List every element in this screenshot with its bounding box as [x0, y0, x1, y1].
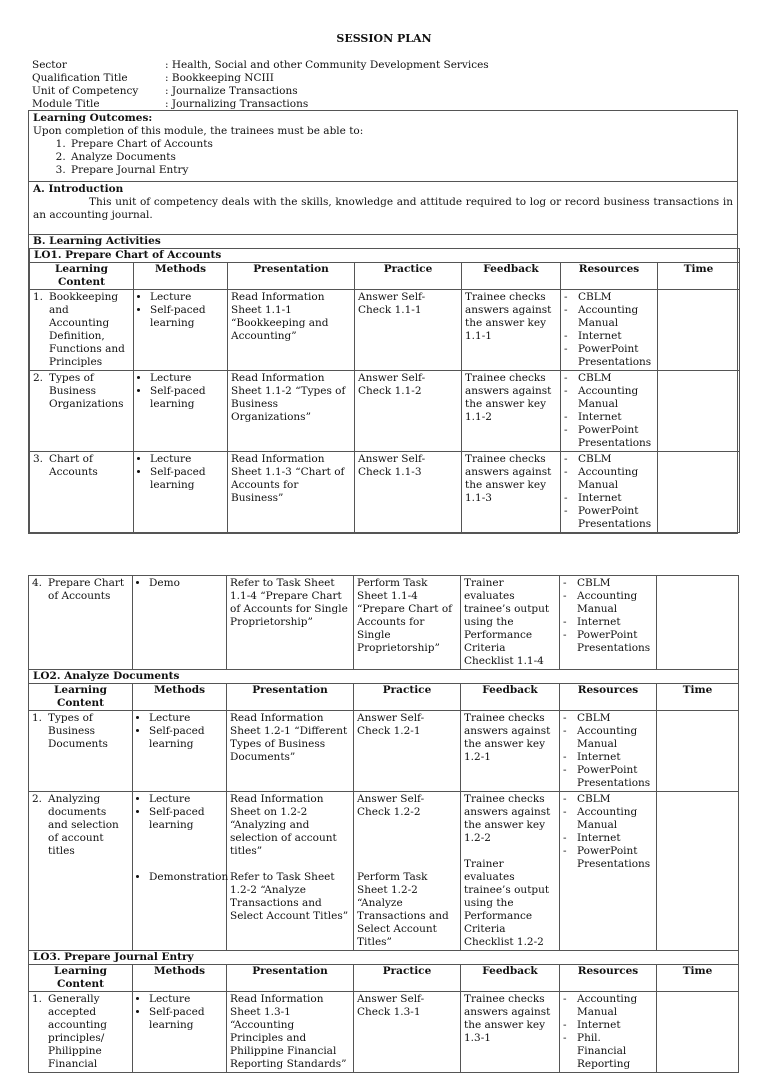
- method-item: • Lecture: [150, 453, 224, 466]
- feedback-cell: Trainee checks answers against the answer key 1.2-2: [464, 793, 551, 844]
- col-learning-content: Learning Content: [29, 965, 133, 992]
- learning-content: Chart of Accounts: [49, 453, 98, 478]
- resource-item: Accounting Manual: [577, 590, 638, 615]
- practice-cell: Answer Self-Check 1.2-1: [354, 711, 461, 792]
- resource-item: Accounting Manual: [578, 304, 639, 329]
- row-number: 1.: [32, 712, 43, 724]
- practice-cell: Answer Self-Check 1.1-1: [355, 290, 462, 371]
- practice-cell: Answer Self-Check 1.3-1: [354, 992, 461, 1073]
- method-item: • Self-paced learning: [149, 806, 223, 832]
- row-number: 4.: [32, 577, 43, 589]
- outcome-item: 2. Analyze Documents: [69, 151, 733, 164]
- continued-table: [28, 575, 739, 1073]
- resource-item: PowerPoint Presentations: [578, 424, 652, 449]
- meta-value: : Bookkeeping NCIII: [165, 72, 274, 84]
- activities-heading: B. Learning Activities: [33, 235, 161, 247]
- presentation-cell: Read Information Sheet 1.3-1 “Accounting Principles and Philippine Financial Reporting Standards”: [227, 992, 354, 1073]
- resource-item: Accounting Manual: [577, 806, 638, 831]
- col-methods: Methods: [133, 684, 227, 711]
- meta-row: [32, 85, 742, 98]
- resource-item: Accounting Manual: [578, 385, 639, 410]
- presentation-cell: Refer to Task Sheet 1.1-4 “Prepare Chart of Accounts for Single Proprietorship”: [227, 576, 354, 670]
- resource-item: CBLM: [578, 291, 612, 303]
- meta-block: [32, 59, 742, 111]
- col-practice: Practice: [354, 684, 461, 711]
- col-feedback: Feedback: [462, 263, 561, 290]
- meta-key: Qualification Title: [32, 72, 128, 84]
- col-time: Time: [658, 263, 740, 290]
- resource-item: PowerPoint Presentations: [578, 343, 652, 368]
- resource-item: Internet: [577, 1019, 621, 1031]
- col-time: Time: [657, 684, 739, 711]
- meta-key: Module Title: [32, 98, 100, 110]
- introduction-section: [29, 182, 737, 235]
- resource-item: CBLM: [578, 372, 612, 384]
- presentation-cell: Read Information Sheet 1.1-2 “Types of Business Organizations”: [228, 371, 355, 452]
- table-row: 3. Chart of Accounts • Lecture • Self-paced learning Read Information Sheet 1.1-3 “Chart of Accounts for Business” Answer Self-Check 1.1-3 Trainee checks answers against the answer key 1.1-3 - CBLM - Accounting Manual - Internet - PowerPoint Presentations: [30, 452, 740, 533]
- time-cell: [658, 452, 740, 533]
- feedback-cell: Trainee checks answers against the answer key 1.3-1: [461, 992, 560, 1073]
- practice-cell: Answer Self-Check 1.1-2: [355, 371, 462, 452]
- lo1-heading: LO1. Prepare Chart of Accounts: [30, 249, 740, 263]
- feedback-cell: Trainer evaluates trainee’s output using the Performance Criteria Checklist 1.1-4: [461, 576, 560, 670]
- table-row: 2. Types of Business Organizations • Lecture • Self-paced learning Read Information Sheet 1.1-2 “Types of Business Organizations” Answer Self-Check 1.1-2 Trainee checks answers against the answer key 1.1-2 - CBLM - Accounting Manual - Internet - PowerPoint Presentations: [30, 371, 740, 452]
- method-item: • Self-paced learning: [149, 725, 223, 751]
- meta-row: [32, 72, 742, 85]
- resource-item: CBLM: [577, 793, 611, 805]
- col-resources: Resources: [561, 263, 658, 290]
- learning-content: Generally accepted accounting principles/ Philippine Financial: [48, 993, 107, 1070]
- learning-content: Types of Business Documents: [48, 712, 108, 750]
- resource-item: PowerPoint Presentations: [577, 845, 651, 870]
- table-row: 2. Analyzing documents and selection of account titles • Lecture • Self-paced learning • Demonstration Read Information Sheet on 1.2-2 “Analyzing and selection of account titles” Refer to Task Sheet 1.2-2 “Analyze Transactions and Select Account Titles” Answer Self-Check 1.2-2 Perform Task Sheet 1.2-2 “Analyze Transactions and Select Account Titles” Trainee checks answers against the answer key 1.2-2 Trainer evaluates trainee’s output using the Performance Criteria Checklist 1.2-2 - CBLM - Accounting Manual - Internet - PowerPoint Presentations: [29, 792, 739, 951]
- feedback-cell: Trainee checks answers against the answer key 1.1-2: [462, 371, 561, 452]
- method-item: • Demo: [149, 577, 223, 590]
- learning-outcomes-section: [29, 111, 737, 182]
- row-number: 2.: [32, 793, 43, 805]
- method-item: • Lecture: [150, 372, 224, 385]
- resource-item: PowerPoint Presentations: [578, 505, 652, 530]
- feedback-cell: Trainer evaluates trainee’s output using the Performance Criteria Checklist 1.2-2: [464, 858, 550, 948]
- presentation-cell: Read Information Sheet 1.2-1 “Different Types of Business Documents”: [227, 711, 354, 792]
- time-cell: [657, 792, 739, 951]
- col-learning-content: Learning Content: [30, 263, 134, 290]
- practice-cell: Answer Self-Check 1.1-3: [355, 452, 462, 533]
- method-item: • Demonstration: [149, 871, 223, 884]
- resource-item: CBLM: [578, 453, 612, 465]
- outcome-item: 1. Prepare Chart of Accounts: [69, 138, 733, 151]
- meta-value: : Journalizing Transactions: [165, 98, 309, 110]
- practice-cell: Perform Task Sheet 1.2-2 “Analyze Transactions and Select Account Titles”: [357, 871, 449, 948]
- meta-row: [32, 59, 742, 72]
- feedback-cell: Trainee checks answers against the answer key 1.1-1: [462, 290, 561, 371]
- resource-item: Internet: [577, 616, 621, 628]
- introduction-heading: A. Introduction: [33, 183, 124, 195]
- resource-item: PowerPoint Presentations: [577, 764, 651, 789]
- lo3-heading: LO3. Prepare Journal Entry: [29, 951, 739, 965]
- learning-content: Prepare Chart of Accounts: [48, 577, 125, 602]
- resource-item: CBLM: [577, 577, 611, 589]
- method-item: • Lecture: [149, 712, 223, 725]
- table-header-row: [29, 965, 739, 992]
- col-presentation: Presentation: [227, 684, 354, 711]
- col-learning-content: Learning Content: [29, 684, 133, 711]
- row-number: 2.: [33, 372, 44, 384]
- outcome-item: 3. Prepare Journal Entry: [69, 164, 733, 177]
- col-methods: Methods: [133, 965, 227, 992]
- meta-value: : Health, Social and other Community Development Services: [165, 59, 489, 71]
- feedback-cell: Trainee checks answers against the answer key 1.2-1: [461, 711, 560, 792]
- learning-content: Analyzing documents and selection of account titles: [48, 793, 119, 857]
- time-cell: [657, 992, 739, 1073]
- learning-content: Types of Business Organizations: [49, 372, 124, 410]
- feedback-cell: Trainee checks answers against the answer key 1.1-3: [462, 452, 561, 533]
- resource-item: Accounting Manual: [577, 993, 638, 1018]
- table-header-row: [29, 684, 739, 711]
- method-item: • Self-paced learning: [150, 466, 224, 492]
- table-row: 1. Generally accepted accounting principles/ Philippine Financial • Lecture • Self-paced learning Read Information Sheet 1.3-1 “Accounting Principles and Philippine Financial Reporting Standards” Answer Self-Check 1.3-1 Trainee checks answers against the answer key 1.3-1 - Accounting Manual - Internet - Phil. Financial Reporting: [29, 992, 739, 1073]
- practice-cell: Perform Task Sheet 1.1-4 “Prepare Chart of Accounts for Single Proprietorship”: [354, 576, 461, 670]
- col-presentation: Presentation: [228, 263, 355, 290]
- resource-item: Internet: [578, 492, 622, 504]
- time-cell: [658, 290, 740, 371]
- resource-item: Internet: [577, 832, 621, 844]
- col-practice: Practice: [355, 263, 462, 290]
- presentation-cell: Read Information Sheet 1.1-1 “Bookkeeping and Accounting”: [228, 290, 355, 371]
- page-two-table-wrap: [28, 575, 738, 1073]
- outcomes-heading: Learning Outcomes:: [33, 112, 153, 124]
- time-cell: [658, 371, 740, 452]
- table-row: 1. Bookkeeping and Accounting Definition, Functions and Principles • Lecture • Self-paced learning Read Information Sheet 1.1-1 “Bookkeeping and Accounting” Answer Self-Check 1.1-1 Trainee checks answers against the answer key 1.1-1 - CBLM - Accounting Manual - Internet - PowerPoint Presentations: [30, 290, 740, 371]
- method-item: • Lecture: [150, 291, 224, 304]
- resource-item: Internet: [578, 411, 622, 423]
- row-number: 1.: [33, 291, 44, 303]
- session-plan-box: [28, 110, 738, 534]
- col-resources: Resources: [560, 965, 657, 992]
- time-cell: [657, 711, 739, 792]
- resource-item: Accounting Manual: [578, 466, 639, 491]
- method-item: • Self-paced learning: [150, 304, 224, 330]
- resource-item: Accounting Manual: [577, 725, 638, 750]
- practice-cell: Answer Self-Check 1.2-2: [357, 793, 425, 818]
- table-row: 1. Types of Business Documents • Lecture • Self-paced learning Read Information Sheet 1.2-1 “Different Types of Business Documents” Answer Self-Check 1.2-1 Trainee checks answers against the answer key 1.2-1 - CBLM - Accounting Manual - Internet - PowerPoint Presentations: [29, 711, 739, 792]
- resource-item: Phil. Financial Reporting: [577, 1032, 631, 1070]
- time-cell: [657, 576, 739, 670]
- resource-item: Internet: [578, 330, 622, 342]
- method-item: • Self-paced learning: [149, 1006, 223, 1032]
- col-resources: Resources: [560, 684, 657, 711]
- resource-item: Internet: [577, 751, 621, 763]
- col-methods: Methods: [134, 263, 228, 290]
- outcomes-intro: Upon completion of this module, the trainees must be able to:: [33, 125, 364, 137]
- meta-value: : Journalize Transactions: [165, 85, 298, 97]
- lo1-table: [29, 248, 740, 533]
- learning-content: Bookkeeping and Accounting Definition, Functions and Principles: [49, 291, 125, 368]
- method-item: • Lecture: [149, 993, 223, 1006]
- meta-key: Unit of Competency: [32, 85, 139, 97]
- page-title: SESSION PLAN: [336, 32, 432, 45]
- introduction-text: This unit of competency deals with the skills, knowledge and attitude required to log or record business transactions in an accounting journal.: [33, 196, 733, 221]
- col-feedback: Feedback: [461, 684, 560, 711]
- row-number: 3.: [33, 453, 44, 465]
- col-feedback: Feedback: [461, 965, 560, 992]
- resource-item: PowerPoint Presentations: [577, 629, 651, 654]
- meta-key: Sector: [32, 59, 67, 71]
- lo2-heading: LO2. Analyze Documents: [29, 670, 739, 684]
- row-number: 1.: [32, 993, 43, 1005]
- resource-item: CBLM: [577, 712, 611, 724]
- table-row: 4. Prepare Chart of Accounts • Demo Refer to Task Sheet 1.1-4 “Prepare Chart of Accounts for Single Proprietorship” Perform Task Sheet 1.1-4 “Prepare Chart of Accounts for Single Proprietorship” Trainer evaluates trainee’s output using the Performance Criteria Checklist 1.1-4 - CBLM - Accounting Manual - Internet - PowerPoint Presentations: [29, 576, 739, 670]
- method-item: • Lecture: [149, 793, 223, 806]
- table-header-row: [30, 263, 740, 290]
- presentation-cell: Read Information Sheet on 1.2-2 “Analyzing and selection of account titles”: [230, 793, 337, 857]
- presentation-cell: Refer to Task Sheet 1.2-2 “Analyze Transactions and Select Account Titles”: [230, 871, 349, 922]
- method-item: • Self-paced learning: [150, 385, 224, 411]
- outcomes-list: [33, 138, 733, 177]
- presentation-cell: Read Information Sheet 1.1-3 “Chart of Accounts for Business”: [228, 452, 355, 533]
- col-practice: Practice: [354, 965, 461, 992]
- col-presentation: Presentation: [227, 965, 354, 992]
- col-time: Time: [657, 965, 739, 992]
